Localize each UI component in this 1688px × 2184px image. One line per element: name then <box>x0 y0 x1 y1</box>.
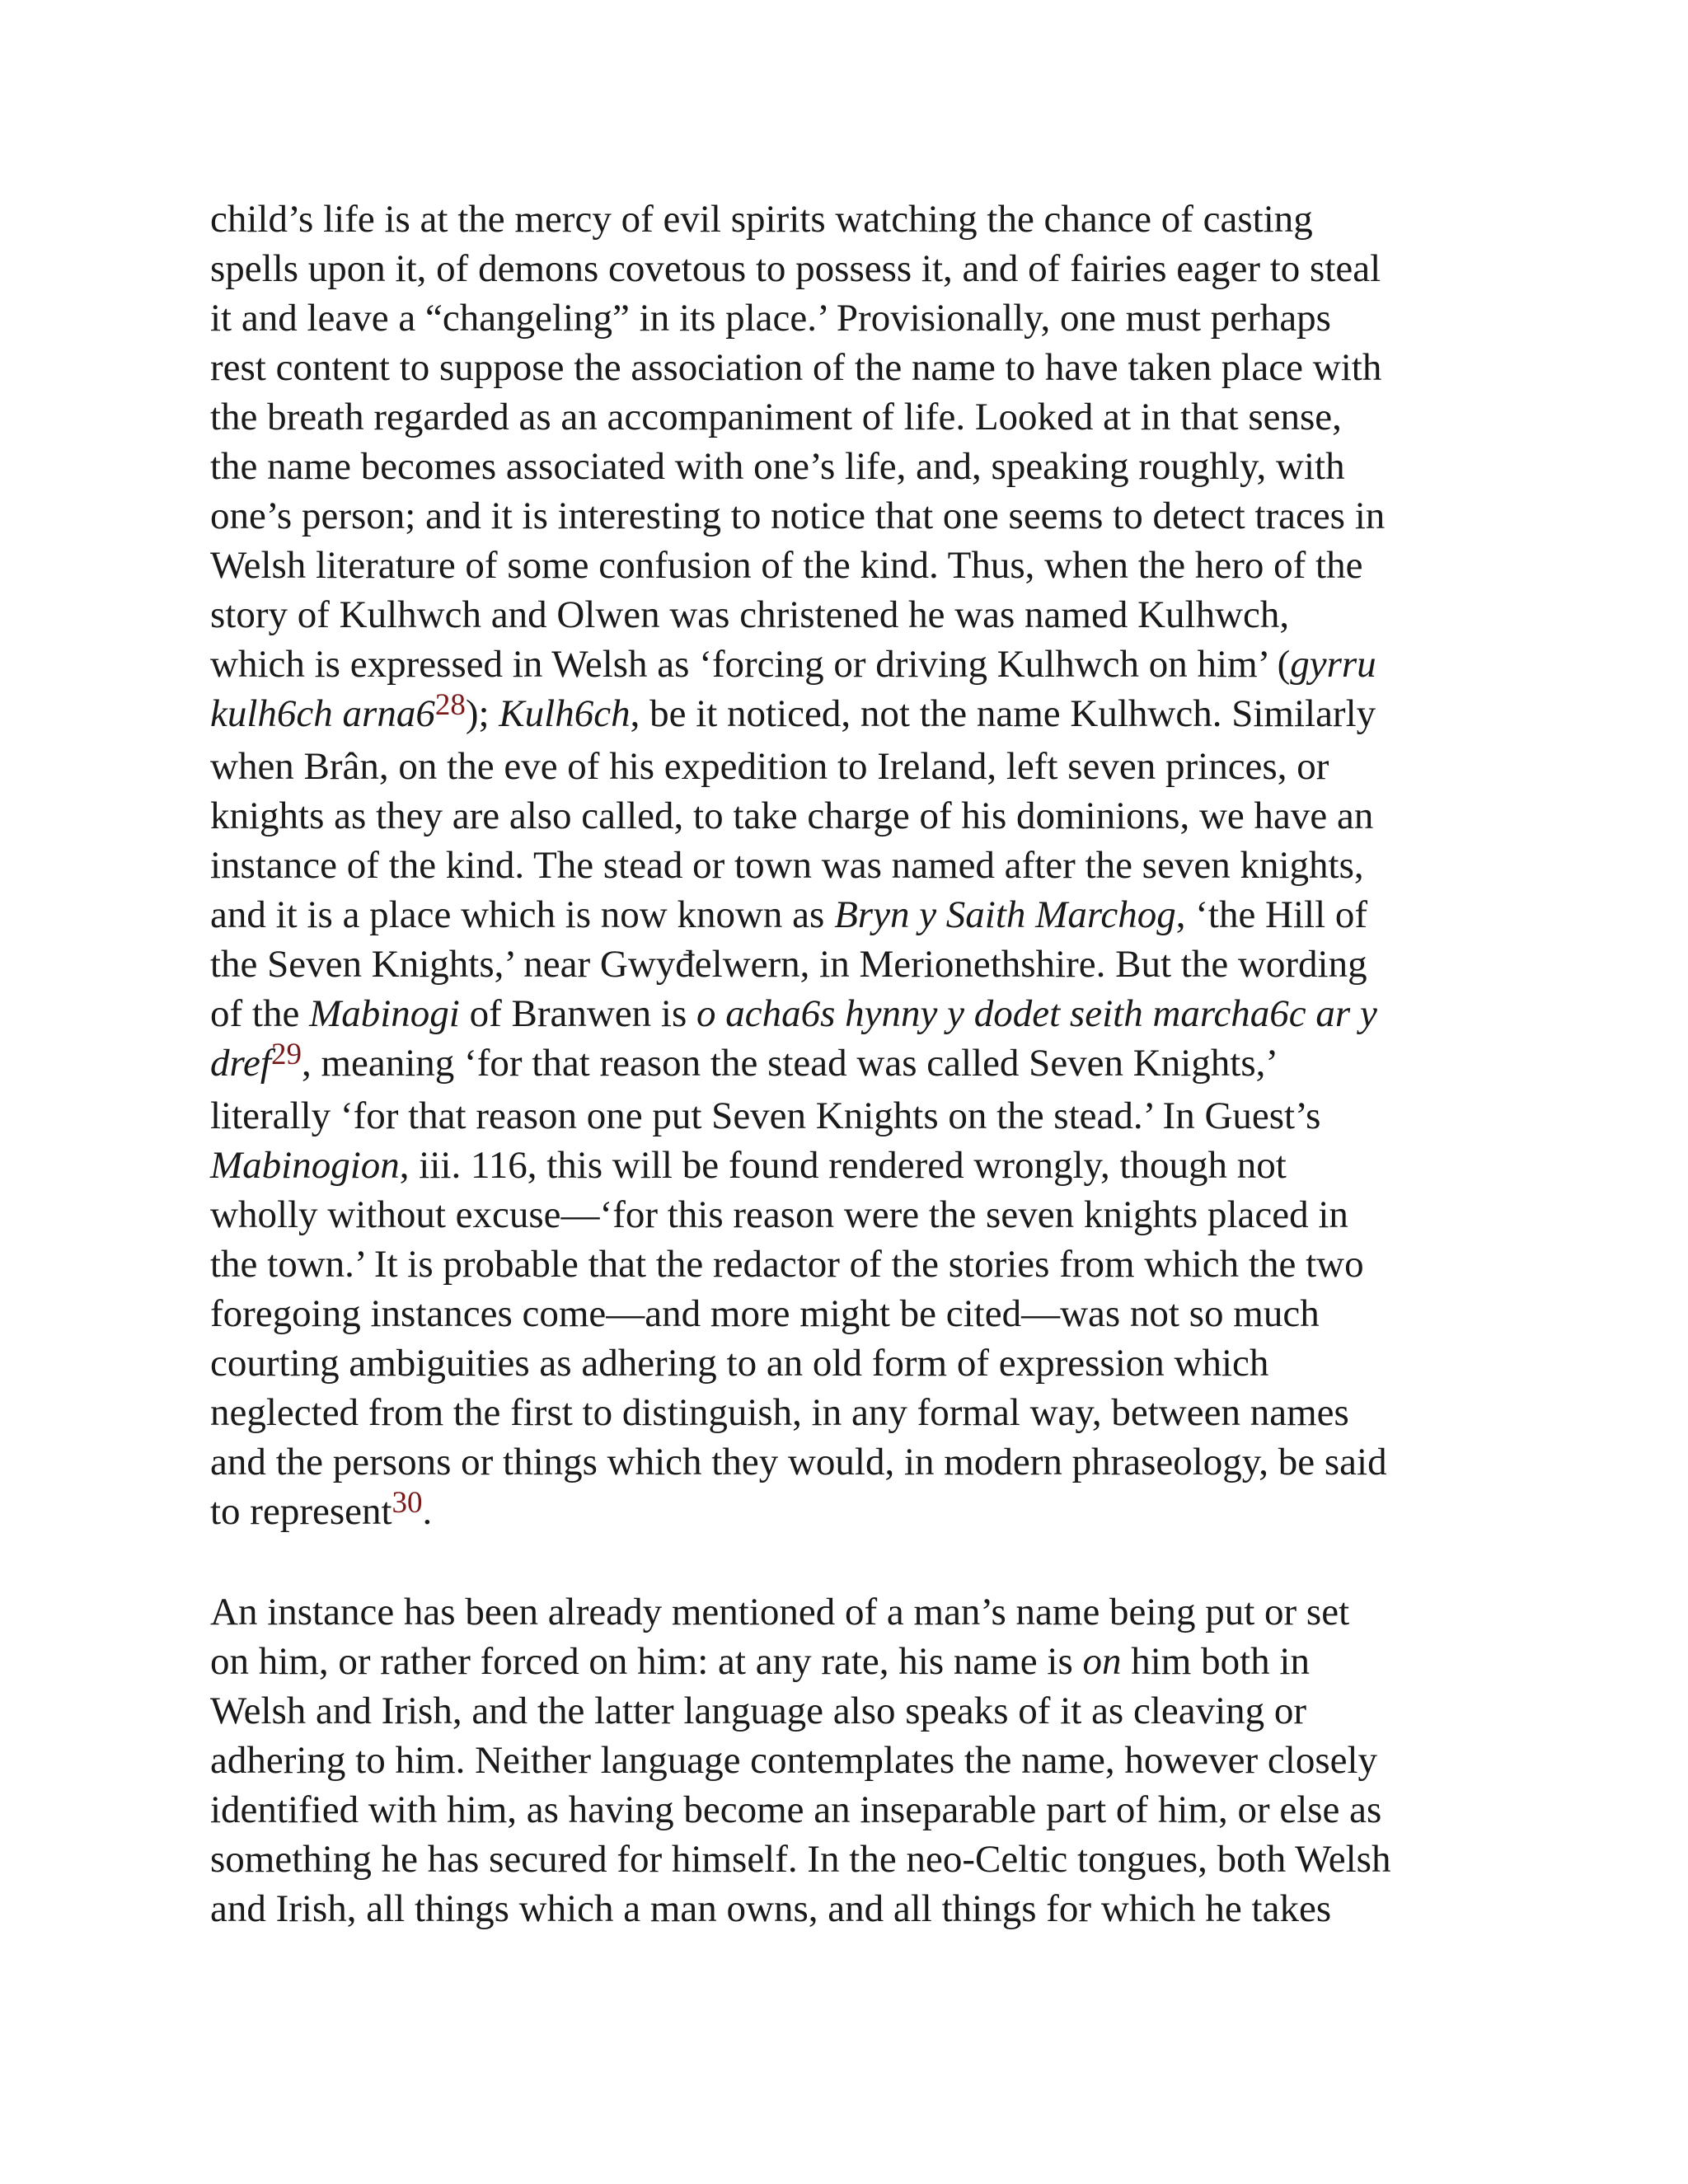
text-run: , be it noticed, not the name Kulhwch. Similarly <box>630 692 1376 735</box>
text-line: wholly without excuse—‘for this reason were the seven knights placed in <box>210 1193 1348 1236</box>
text-line: the town.’ It is probable that the redactor of the stories from which the two <box>210 1243 1364 1286</box>
text-line <box>210 1637 1479 1686</box>
text-run: which is expressed in Welsh as ‘forcing or driving Kulhwch on him’ ( <box>210 643 1291 686</box>
paragraph <box>210 1587 1479 1933</box>
text-run: him both in <box>1121 1640 1310 1683</box>
text-run: . <box>422 1490 433 1533</box>
text-line: Welsh literature of some confusion of the kind. Thus, when the hero of the <box>210 544 1363 587</box>
text-line: it and leave a “changeling” in its place.’ Provisionally, one must perhaps <box>210 297 1331 340</box>
text-run: of the <box>210 992 310 1035</box>
text-line <box>210 640 1479 689</box>
text-line: and the persons or things which they would, in modern phraseology, be said <box>210 1441 1387 1483</box>
text-run: , meaning ‘for that reason the stead was called Seven Knights,’ <box>301 1042 1279 1085</box>
italic-run: on <box>1082 1640 1122 1683</box>
text-run: , ‘the Hill of <box>1175 893 1368 936</box>
text-line: something he has secured for himself. In the neo-Celtic tongues, both Welsh <box>210 1838 1391 1881</box>
italic-run: o acha6s hynny y dodet seith marcha6c ar y <box>696 992 1377 1035</box>
footnote-link-28[interactable]: 28 <box>434 688 466 722</box>
text-line: the name becomes associated with one’s life, and, speaking roughly, with <box>210 445 1345 488</box>
italic-run: gyrru <box>1290 643 1376 686</box>
text-run: to represent <box>210 1490 392 1533</box>
text-line: identified with him, as having become an inseparable part of him, or else as <box>210 1788 1382 1831</box>
text-line: foregoing instances come—and more might be cited—was not so much <box>210 1292 1320 1335</box>
text-line: one’s person; and it is interesting to notice that one seems to detect traces in <box>210 494 1386 537</box>
paragraph-spacer <box>210 1540 1479 1587</box>
italic-run: Kulh6ch <box>499 692 631 735</box>
italic-run: kulh6ch arna6 <box>210 692 435 735</box>
text-line: child’s life is at the mercy of evil spirits watching the chance of casting <box>210 198 1313 241</box>
text-run: of Branwen is <box>459 992 697 1035</box>
paragraph <box>210 194 1479 1540</box>
text-line <box>210 1487 1479 1540</box>
text-line: An instance has been already mentioned of a man’s name being put or set <box>210 1591 1350 1633</box>
text-line: neglected from the first to distinguish, in any formal way, between names <box>210 1391 1349 1434</box>
text-line: the Seven Knights,’ near Gwyđelwern, in Merionethshire. But the wording <box>210 943 1367 986</box>
italic-run: Mabinogi <box>309 992 460 1035</box>
text-line: adhering to him. Neither language contemplates the name, however closely <box>210 1739 1378 1782</box>
text-line: story of Kulhwch and Olwen was christened he was named Kulhwch, <box>210 593 1290 636</box>
italic-run: Bryn y Saith Marchog <box>834 893 1176 936</box>
text-line: the breath regarded as an accompaniment of life. Looked at in that sense, <box>210 396 1342 438</box>
italic-run: dref <box>210 1042 271 1085</box>
text-line <box>210 1038 1479 1091</box>
footnote-link-30[interactable]: 30 <box>392 1486 423 1520</box>
text-line: instance of the kind. The stead or town was named after the seven knights, <box>210 844 1364 887</box>
text-run: ); <box>465 692 499 735</box>
text-run: and it is a place which is now known as <box>210 893 835 936</box>
text-line: courting ambiguities as adhering to an old form of expression which <box>210 1342 1269 1385</box>
text-line: when Brân, on the eve of his expedition to Ireland, left seven princes, or <box>210 745 1329 788</box>
italic-run: Mabinogion <box>210 1144 400 1187</box>
text-line: knights as they are also called, to take charge of his dominions, we have an <box>210 794 1374 837</box>
text-line <box>210 989 1479 1038</box>
text-line <box>210 689 1479 742</box>
text-run: on him, or rather forced on him: at any rate, his name is <box>210 1640 1083 1683</box>
text-line: Welsh and Irish, and the latter language also speaks of it as cleaving or <box>210 1690 1307 1732</box>
text-line <box>210 1141 1479 1190</box>
text-line <box>210 890 1479 940</box>
page-body <box>210 194 1479 1933</box>
text-line: rest content to suppose the association of the name to have taken place with <box>210 346 1382 389</box>
text-line: literally ‘for that reason one put Seven Knights on the stead.’ In Guest’s <box>210 1094 1321 1137</box>
text-line: and Irish, all things which a man owns, and all things for which he takes <box>210 1887 1332 1930</box>
footnote-link-29[interactable]: 29 <box>270 1038 302 1071</box>
text-line: spells upon it, of demons covetous to possess it, and of fairies eager to steal <box>210 247 1381 290</box>
text-run: , iii. 116, this will be found rendered wrongly, though not <box>399 1144 1287 1187</box>
